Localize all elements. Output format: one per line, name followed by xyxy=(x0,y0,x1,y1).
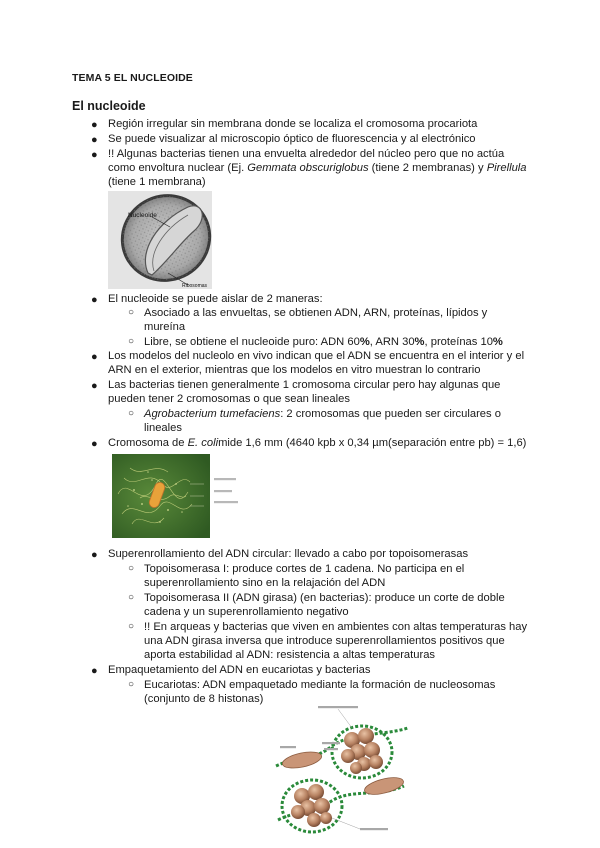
bullet-text: El nucleoide se puede aislar de 2 maneras: xyxy=(108,293,323,305)
bullet-disc: ● xyxy=(91,438,98,450)
sub-bullet-circle: ○ xyxy=(128,679,135,690)
page-title: TEMA 5 EL NUCLEOIDE xyxy=(72,72,193,84)
bullet-text: Los modelos del nucleolo en vivo indican que el ADN se encuentra en el interior y el xyxy=(108,350,525,362)
bullet-disc: ● xyxy=(91,294,98,306)
bullet-text xyxy=(108,436,526,450)
bullet-disc: ● xyxy=(91,119,98,131)
bullet-disc: ● xyxy=(91,380,98,392)
species-name: Pirellula xyxy=(486,162,527,174)
percent-sign: % xyxy=(492,336,503,348)
sub-bullet-circle: ○ xyxy=(128,563,135,574)
sub-bullet-circle: ○ xyxy=(128,621,135,632)
electron-micrograph-figure xyxy=(108,191,212,289)
sub-bullet-text-line: aporta estabilidad al ADN: resistencia a altas temperaturas xyxy=(144,649,436,661)
nucleosome-figure xyxy=(272,702,412,842)
sub-bullet-text xyxy=(144,407,501,421)
bullet-disc: ● xyxy=(91,351,98,363)
micrograph-label-nucleoid: Nucleoide xyxy=(128,212,157,219)
species-name: E. coli xyxy=(187,437,219,449)
micrograph-label-ribosomes: Ribosomas xyxy=(182,283,208,289)
sub-bullet-circle: ○ xyxy=(128,336,135,347)
bullet-text: !! Algunas bacterias tienen una envuelta alrededor del núcleo pero que no actúa xyxy=(108,148,505,160)
sub-bullet-text: Eucariotas: ADN empaquetado mediante la formación de nucleosomas xyxy=(144,679,496,691)
sub-bullet-text-line: mureína xyxy=(144,321,186,333)
sub-bullet-text-line: lineales xyxy=(144,422,182,434)
sub-bullet-text-line: (conjunto de 8 histonas) xyxy=(144,693,264,705)
text-run: , proteínas 10 xyxy=(424,336,493,348)
ecoli-figure-callouts xyxy=(212,476,252,516)
bullet-disc: ● xyxy=(91,149,98,161)
sub-bullet-text: Asociado a las envueltas, se obtienen ADN, ARN, proteínas, lípidos y xyxy=(144,307,488,319)
text-run: : 2 cromosomas que pueden ser circulares o xyxy=(280,408,501,420)
sub-bullet-text-line: cadena y un superenrollamiento negativo xyxy=(144,606,349,618)
sub-bullet-text-line: superenrollamiento sino en la relajación del ADN xyxy=(144,577,386,589)
sub-bullet-circle: ○ xyxy=(128,592,135,603)
percent-sign: % xyxy=(414,336,425,348)
sub-bullet-text: Topoisomerasa II (ADN girasa) (en bacterias): produce un corte de doble xyxy=(144,592,505,604)
nucleosome-upper xyxy=(332,726,392,778)
bullet-disc: ● xyxy=(91,665,98,677)
text-run: mide 1,6 mm (4640 kpb x 0,34 µm(separación entre pb) = 1,6) xyxy=(218,437,527,449)
text-run: como envoltura nuclear (Ej. xyxy=(108,162,248,174)
text-run: Libre, se obtiene el nucleoide puro: ADN 60 xyxy=(144,336,360,348)
text-run: , ARN 30 xyxy=(369,336,415,348)
sub-bullet-text xyxy=(144,335,503,349)
bullet-text: Las bacterias tienen generalmente 1 cromosoma circular pero hay algunas que xyxy=(108,379,501,391)
ecoli-chromosome-figure xyxy=(112,454,210,538)
bullet-disc: ● xyxy=(91,549,98,561)
sub-bullet-circle: ○ xyxy=(128,408,135,419)
bullet-text: Se puede visualizar al microscopio óptico de fluorescencia y al electrónico xyxy=(108,133,476,145)
bullet-disc: ● xyxy=(91,134,98,146)
ecoli-chromosome-drawing xyxy=(112,454,210,538)
micrograph-drawing xyxy=(108,191,212,289)
bullet-text: Región irregular sin membrana donde se localiza el cromosoma procariota xyxy=(108,118,478,130)
section-heading: El nucleoide xyxy=(72,99,146,113)
text-run: (tiene 2 membranas) y xyxy=(368,162,487,174)
bullet-text: Superenrollamiento del ADN circular: llevado a cabo por topoisomerasas xyxy=(108,548,469,560)
species-name: Agrobacterium tumefaciens xyxy=(144,408,281,420)
bullet-text-line: pueden tener 2 cromosomas o que sean lineales xyxy=(108,393,350,405)
percent-sign: % xyxy=(359,336,370,348)
nucleosome-drawing xyxy=(272,702,412,842)
bullet-text-line: ARN en el exterior, mientras que los modelos en vitro muestran lo contrario xyxy=(108,364,481,376)
sub-bullet-text: !! En arqueas y bacterias que viven en ambientes con altas temperaturas hay xyxy=(144,621,528,633)
sub-bullet-text: Topoisomerasa I: produce cortes de 1 cadena. No participa en el xyxy=(144,563,465,575)
nucleosome-lower xyxy=(282,780,342,832)
sub-bullet-circle: ○ xyxy=(128,307,135,318)
bullet-text: Empaquetamiento del ADN en eucariotas y bacterias xyxy=(108,664,371,676)
bullet-text-line: (tiene 1 membrana) xyxy=(108,176,206,188)
text-run: Cromosoma de xyxy=(108,437,188,449)
sub-bullet-text-line: una ADN girasa inversa que introduce superenrollamientos positivos que xyxy=(144,635,505,647)
species-name: Gemmata obscuriglobus xyxy=(247,162,369,174)
bullet-text-line xyxy=(108,161,527,175)
